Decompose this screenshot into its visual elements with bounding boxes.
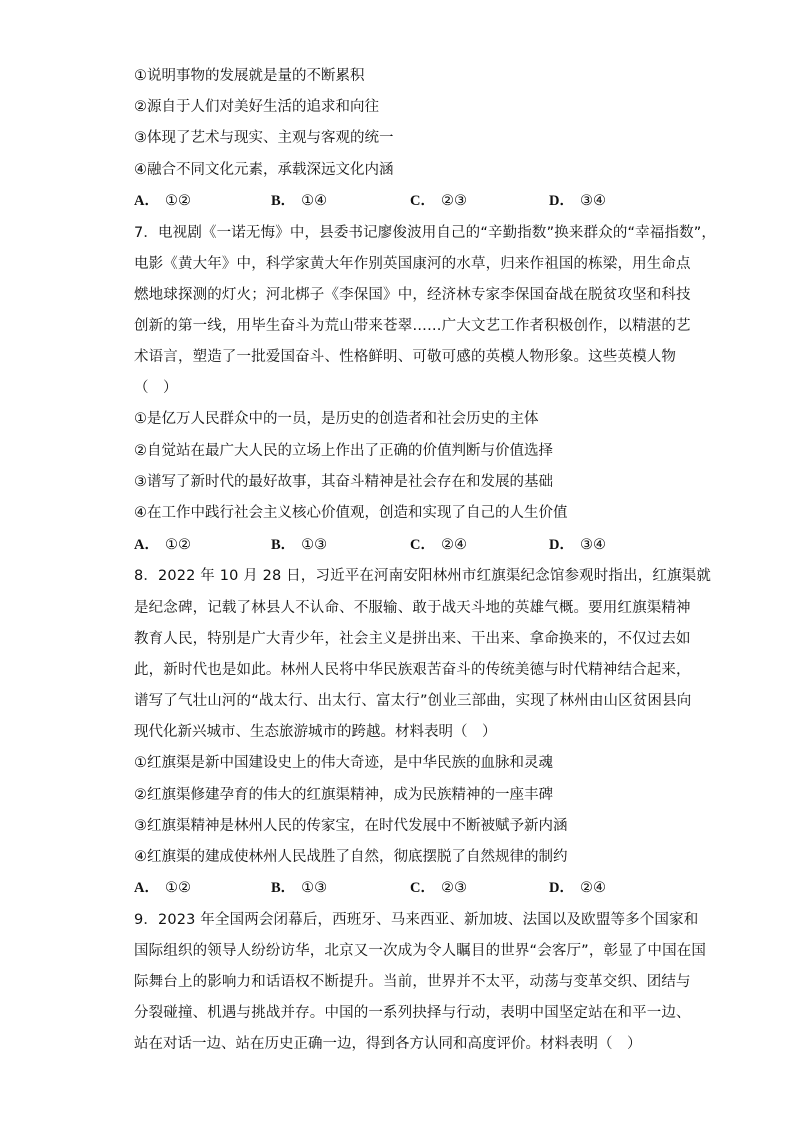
q9-stem-line-1: 9．2023 年全国两会闭幕后，西班牙、马来西亚、新加坡、法国以及欧盟等多个国家和 <box>134 912 699 928</box>
q8-statement-3: ③红旗渠精神是林州人民的传家宝，在时代发展中不断被赋予新内涵 <box>134 818 568 834</box>
q7-stem-line-1: 7．电视剧《一诺无悔》中，县委书记廖俊波用自己的“辛勤指数”换来群众的“幸福指数”， <box>134 225 717 241</box>
option-label: C． <box>410 880 435 896</box>
q8-stem-line-1: 8．2022 年 10 月 28 日，习近平在河南安阳林州市红旗渠纪念馆参观时指出，红旗渠就 <box>134 568 711 584</box>
q8-stem-line-2: 是纪念碑，记载了林县人不认命、不服输、敢于战天斗地的英雄气概。要用红旗渠精神 <box>134 600 691 616</box>
option-label: D． <box>549 880 574 896</box>
option-label: B． <box>271 537 296 553</box>
option-label: A． <box>134 880 159 896</box>
option-value: ②③ <box>440 880 467 896</box>
q6-options <box>134 191 674 211</box>
q6-option-a[interactable] <box>134 191 191 211</box>
q9-stem-line-4: 分裂碰撞、机遇与挑战并存。中国的一系列抉择与行动，表明中国坚定站在和平一边、 <box>134 1005 691 1021</box>
q6-option-c[interactable] <box>410 191 467 211</box>
option-value: ③④ <box>579 193 606 209</box>
option-value: ②④ <box>440 537 467 553</box>
q8-stem-line-4: 此，新时代也是如此。林州人民将中华民族艰苦奋斗的传统美德与时代精神结合起来， <box>134 662 691 678</box>
q7-stem-line-4: 创新的第一线，用毕生奋斗为荒山带来苍翠……广大文艺工作者积极创作，以精湛的艺 <box>134 318 691 334</box>
q6-statement-1: ①说明事物的发展就是量的不断累积 <box>134 68 365 84</box>
q6-option-d[interactable] <box>549 191 606 211</box>
q9-stem-line-3: 际舞台上的影响力和话语权不断提升。当前，世界并不太平，动荡与变革交织、团结与 <box>134 974 691 990</box>
q9-stem-line-2: 国际组织的领导人纷纷访华，北京又一次成为令人瞩目的世界“会客厅”，彰显了中国在国 <box>134 943 707 959</box>
option-label: C． <box>410 193 435 209</box>
option-value: ①② <box>164 880 191 896</box>
q8-statement-2: ②红旗渠修建孕育的伟大的红旗渠精神，成为民族精神的一座丰碑 <box>134 787 553 803</box>
option-label: D． <box>549 537 574 553</box>
option-label: D． <box>549 193 574 209</box>
q6-statement-2: ②源自于人们对美好生活的追求和向往 <box>134 99 379 115</box>
q7-statement-1: ①是亿万人民群众中的一员，是历史的创造者和社会历史的主体 <box>134 411 539 427</box>
q8-option-d[interactable] <box>549 878 606 898</box>
q9-stem-line-5: 站在对话一边、站在历史正确一边，得到各方认同和高度评价。材料表明（ ） <box>134 1036 642 1052</box>
q7-option-c[interactable] <box>410 535 467 555</box>
option-label: A． <box>134 537 159 553</box>
q8-option-a[interactable] <box>134 878 191 898</box>
q7-stem-line-3: 燃地球探测的灯火；河北梆子《李保国》中，经济林专家李保国奋战在脱贫攻坚和科技 <box>134 287 691 303</box>
q7-statement-4: ④在工作中践行社会主义核心价值观，创造和实现了自己的人生价值 <box>134 505 568 521</box>
q7-options <box>134 535 674 555</box>
option-label: C． <box>410 537 435 553</box>
option-label: B． <box>271 193 296 209</box>
option-value: ①② <box>164 537 191 553</box>
q7-stem-line-2: 电影《黄大年》中，科学家黄大年作别英国康河的水草，归来作祖国的栋梁，用生命点 <box>134 256 691 272</box>
option-value: ③④ <box>579 537 606 553</box>
option-label: B． <box>271 880 296 896</box>
option-value: ②④ <box>579 880 606 896</box>
q8-stem-line-5: 谱写了气壮山河的“战太行、出太行、富太行”创业三部曲，实现了林州由山区贫困县向 <box>134 693 692 709</box>
option-value: ①④ <box>301 193 328 209</box>
q8-option-c[interactable] <box>410 878 467 898</box>
q8-statement-4: ④红旗渠的建成使林州人民战胜了自然，彻底摆脱了自然规律的制约 <box>134 849 568 865</box>
q7-stem-line-5: 术语言，塑造了一批爱国奋斗、性格鲜明、可敬可感的英模人物形象。这些英模人物 <box>134 349 677 365</box>
q8-stem-line-3: 教育人民，特别是广大青少年，社会主义是拼出来、干出来、拿命换来的，不仅过去如 <box>134 631 691 647</box>
q6-option-b[interactable] <box>271 191 327 211</box>
option-value: ②③ <box>440 193 467 209</box>
q6-statement-3: ③体现了艺术与现实、主观与客观的统一 <box>134 130 394 146</box>
option-label: A． <box>134 193 159 209</box>
option-value: ①③ <box>301 537 328 553</box>
q7-statement-3: ③谱写了新时代的最好故事，其奋斗精神是社会存在和发展的基础 <box>134 474 553 490</box>
option-value: ①③ <box>301 880 328 896</box>
q8-option-b[interactable] <box>271 878 327 898</box>
q7-statement-2: ②自觉站在最广大人民的立场上作出了正确的价值判断与价值选择 <box>134 443 553 459</box>
q7-option-a[interactable] <box>134 535 191 555</box>
q6-statement-4: ④融合不同文化元素，承载深远文化内涵 <box>134 162 394 178</box>
q7-option-d[interactable] <box>549 535 606 555</box>
q8-options <box>134 878 674 898</box>
q8-stem-line-6: 现代化新兴城市、生态旅游城市的跨越。材料表明（ ） <box>134 724 497 740</box>
q7-answer-blank: （ ） <box>134 380 178 396</box>
q8-statement-1: ①红旗渠是新中国建设史上的伟大奇迹，是中华民族的血脉和灵魂 <box>134 755 553 771</box>
option-value: ①② <box>164 193 191 209</box>
q7-option-b[interactable] <box>271 535 327 555</box>
